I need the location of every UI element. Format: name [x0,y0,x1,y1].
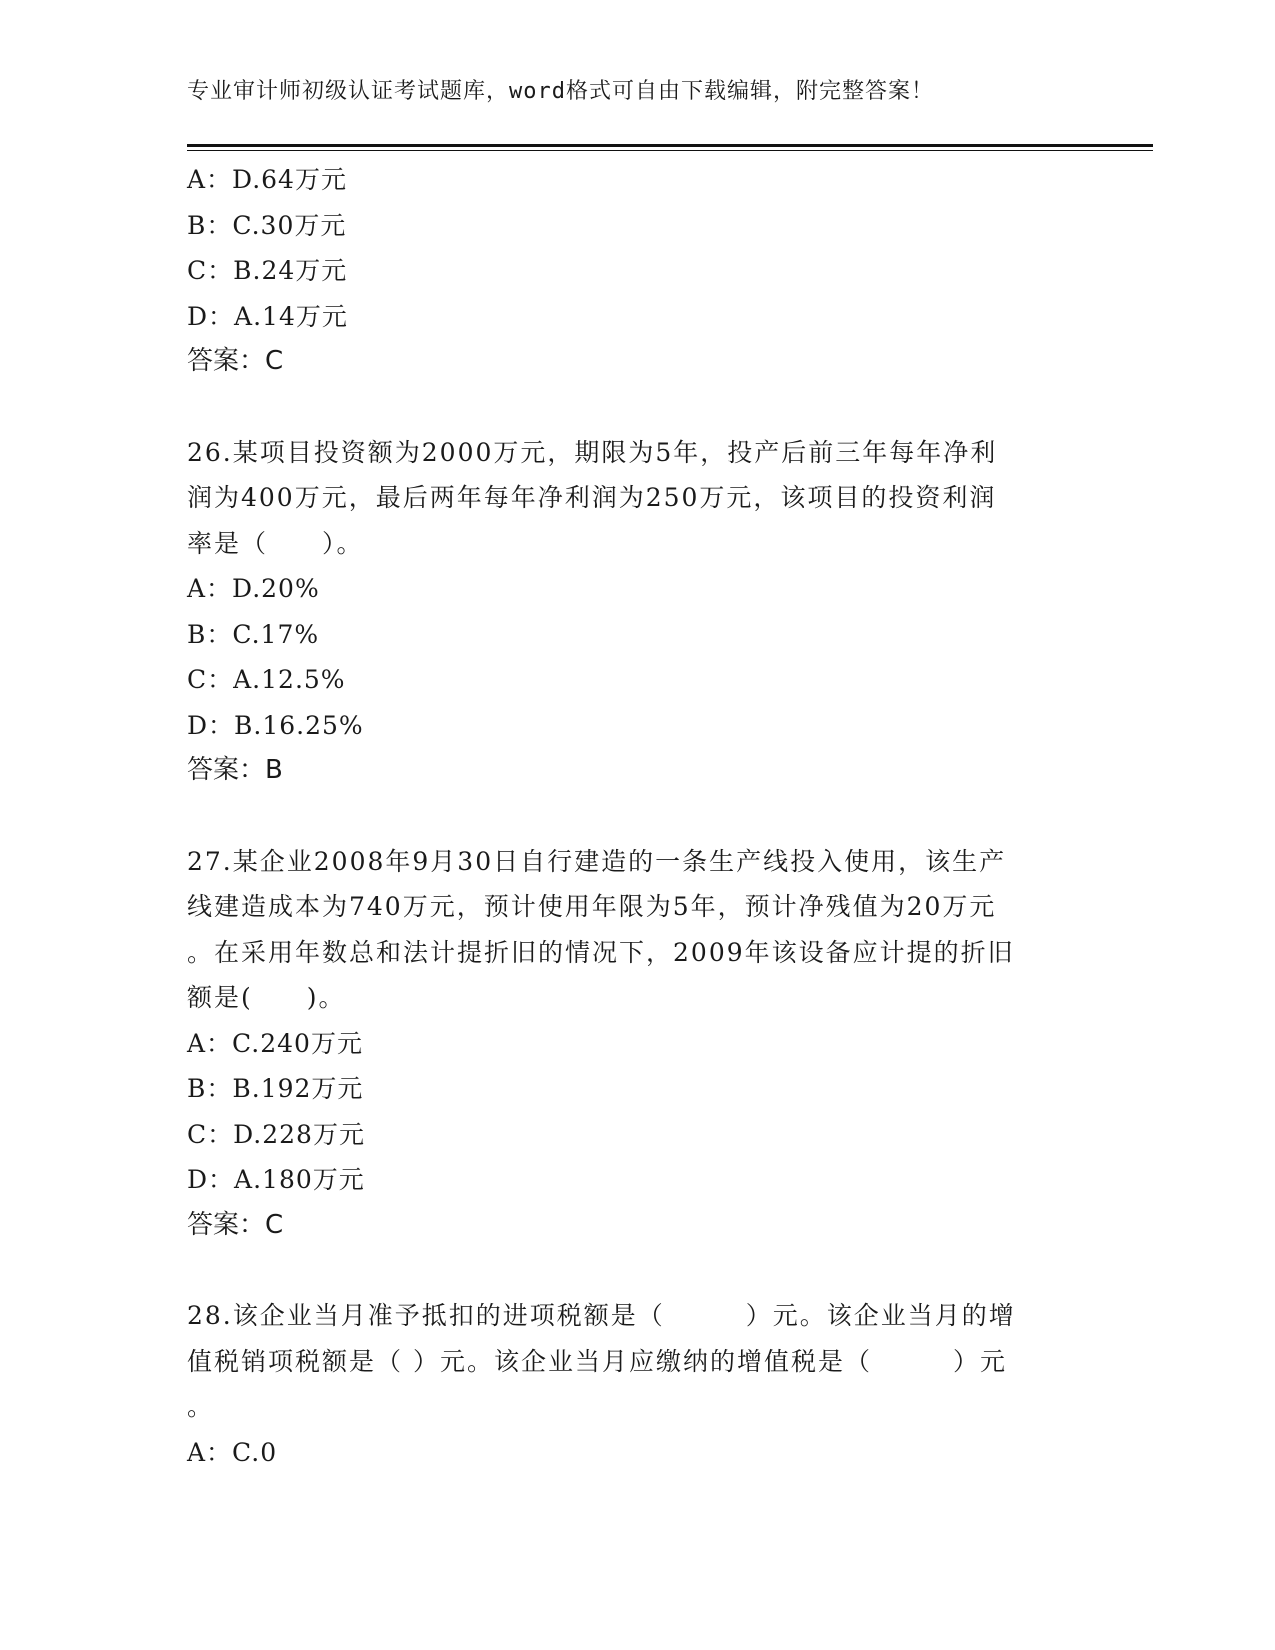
question-line: 值税销项税额是（ ）元。该企业当月应缴纳的增值税是（ ）元 [187,1346,1007,1376]
option-a: A：C.0 [187,1437,278,1467]
question-text [187,1293,1087,1430]
question-block [187,839,1087,1249]
spacer [187,794,1087,839]
question-block [187,1293,1087,1475]
option-a: A：C.240万元 [187,1028,363,1058]
question-line: 28.该企业当月准予抵扣的进项税额是（ ）元。该企业当月的增 [187,1301,1016,1330]
question-block [187,157,1087,385]
option-b: B：C.17% [187,619,320,649]
option-b: B：C.30万元 [187,210,347,240]
option-d: D：A.180万元 [187,1165,365,1194]
option-a: A：D.20% [187,574,320,603]
question-text [187,430,1087,567]
spacer [187,1248,1087,1293]
question-line: 26.某项目投资额为2000万元，期限为5年，投产后前三年每年净利 [187,437,998,467]
option-b: B：B.192万元 [187,1074,364,1103]
answer-line: 答案：C [187,1209,284,1240]
spacer [187,385,1087,430]
question-block [187,430,1087,794]
question-line: 润为400万元，最后两年每年净利润为250万元，该项目的投资利润 [187,483,997,512]
option-a: A：D.64万元 [187,165,347,194]
option-c: C：B.24万元 [187,256,348,285]
header-rule [187,144,1153,151]
question-content [187,157,1087,1475]
page-header: 专业审计师初级认证考试题库，word格式可自由下载编辑，附完整答案！ [187,79,934,104]
question-line: 线建造成本为740万元，预计使用年限为5年，预计净残值为20万元 [187,892,997,921]
question-line: 率是（ ）。 [187,528,364,558]
option-c: C：D.228万元 [187,1119,365,1149]
answer-line: 答案：B [187,755,283,785]
question-line: 。 [187,1392,215,1421]
question-line: 。在采用年数总和法计提折旧的情况下，2009年该设备应计提的折旧 [187,937,1015,967]
question-line: 额是( )。 [187,983,346,1012]
question-text [187,839,1087,1021]
question-line: 27.某企业2008年9月30日自行建造的一条生产线投入使用，该生产 [187,846,1007,876]
option-c: C：A.12.5% [187,665,346,694]
option-d: D：B.16.25% [187,710,364,740]
option-d: D：A.14万元 [187,301,348,331]
answer-line: 答案：C [187,346,284,376]
